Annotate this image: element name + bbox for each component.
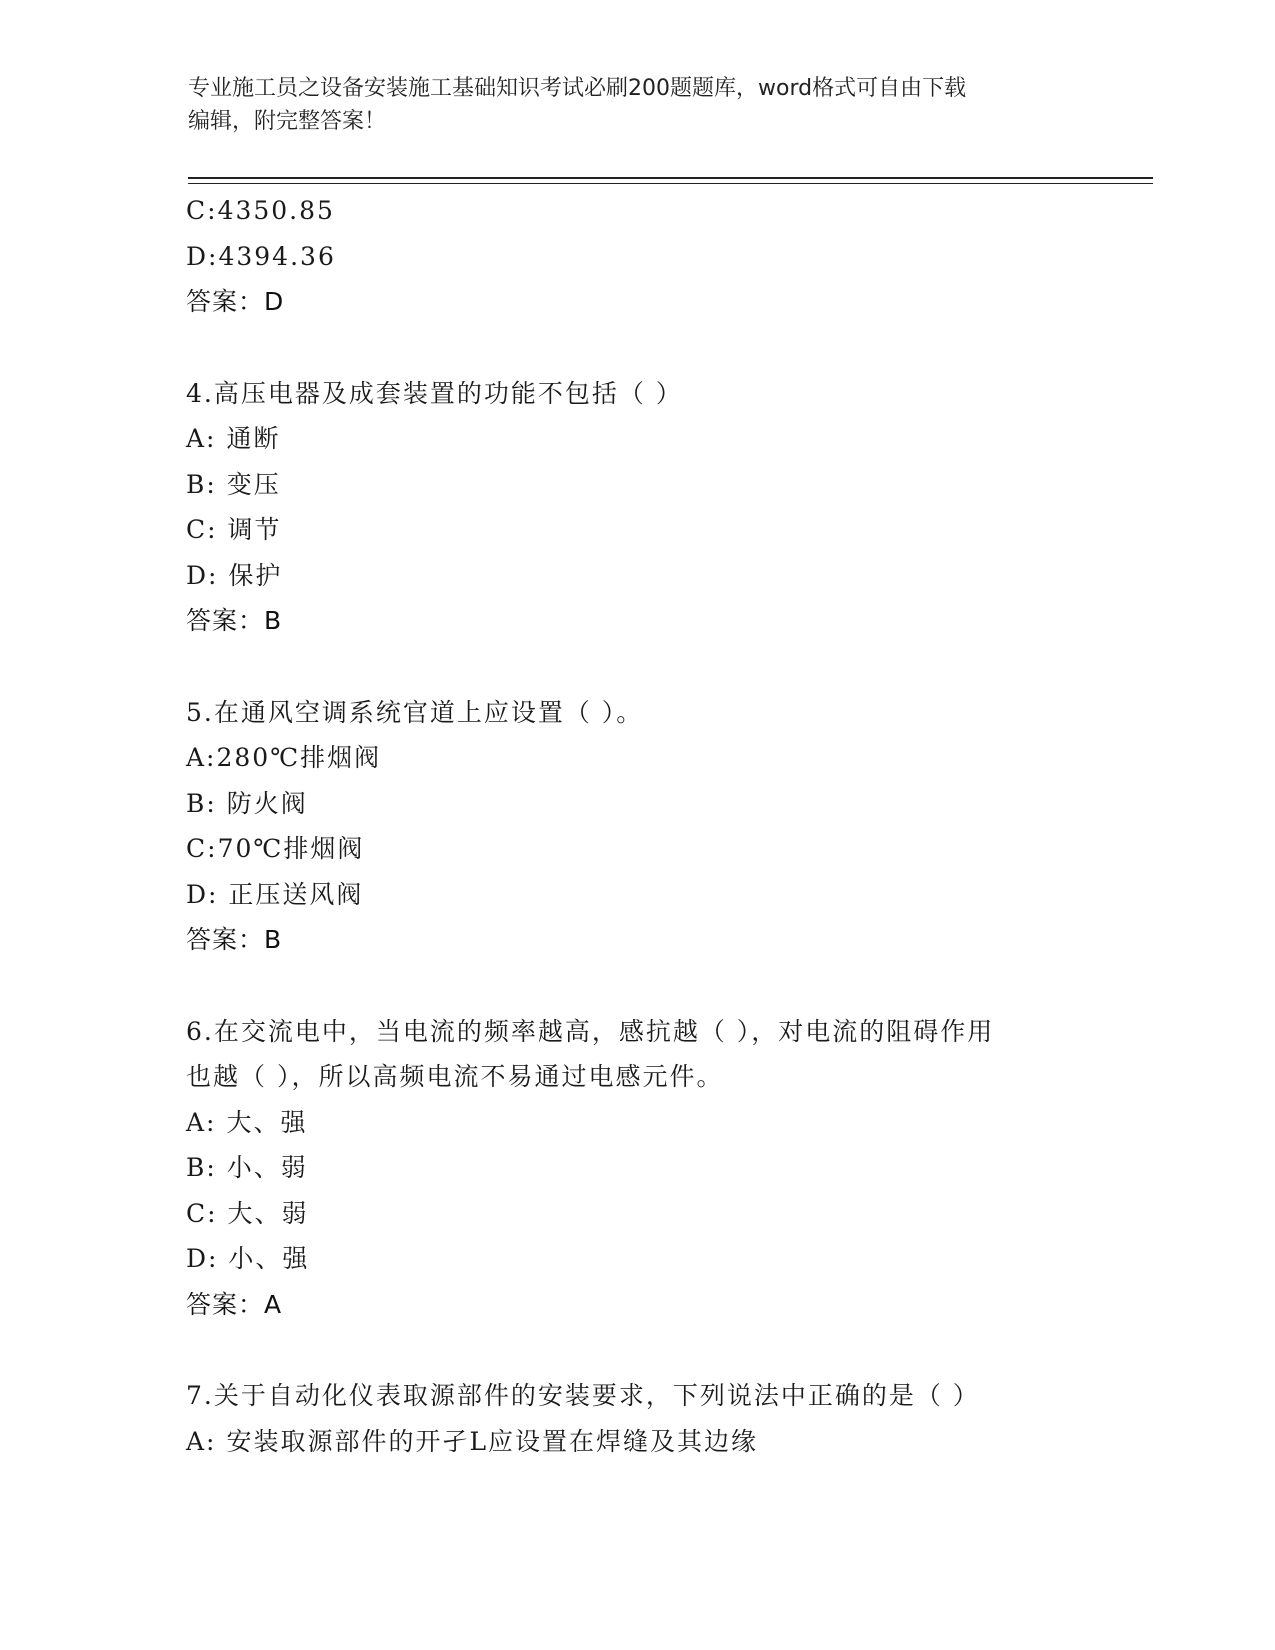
header-title-line-2: 编辑，附完整答案！	[188, 109, 387, 134]
option-label: B:	[186, 469, 217, 499]
option-c	[186, 1191, 1086, 1237]
option-c	[186, 188, 1086, 234]
option-label: B:	[186, 788, 217, 818]
option-a	[186, 1100, 1086, 1146]
option-label: D:	[186, 1244, 219, 1273]
option-label: A:	[186, 424, 217, 453]
document-body	[186, 188, 1086, 1464]
question-7	[186, 1373, 1086, 1464]
question-text: 4.高压电器及成套装置的功能不包括（ ）	[186, 378, 683, 408]
answer-line	[186, 1282, 1086, 1328]
header-rule-thick	[188, 177, 1153, 179]
option-a	[186, 735, 1086, 781]
answer-value: A	[264, 1289, 283, 1319]
question-text-line-1: 6.在交流电中，当电流的频率越高，感抗越（ ），对电流的阻碍作用	[186, 1016, 995, 1046]
option-text: 正压送风阀	[228, 879, 364, 909]
option-d	[186, 1236, 1086, 1282]
option-label: B:	[186, 1153, 217, 1182]
option-label: A:	[186, 1426, 217, 1456]
answer-value: D	[264, 287, 285, 316]
option-b	[186, 781, 1086, 827]
option-d	[186, 553, 1086, 599]
header-rule-thin	[188, 183, 1153, 184]
answer-label: 答案：	[186, 606, 265, 635]
option-text: 大、弱	[227, 1198, 309, 1228]
option-b	[186, 1145, 1086, 1191]
option-label: D:	[186, 241, 219, 271]
option-a	[186, 416, 1086, 462]
option-d	[186, 234, 1086, 280]
header-title-line-1: 专业施工员之设备安装施工基础知识考试必刷200题题库，word格式可自由下载	[188, 76, 967, 101]
option-c	[186, 507, 1086, 553]
option-text: 70℃排烟阀	[217, 834, 365, 863]
option-a	[186, 1419, 1086, 1465]
answer-label: 答案：	[186, 287, 265, 316]
option-text: 通断	[226, 424, 281, 453]
option-text: 小、弱	[226, 1153, 308, 1182]
option-text: 变压	[226, 469, 281, 499]
document-header	[188, 72, 1088, 138]
option-label: C:	[186, 834, 218, 863]
option-text: 4394.36	[218, 241, 336, 271]
question-text: 7.关于自动化仪表取源部件的安装要求，下列说法中正确的是（ ）	[186, 1381, 980, 1410]
option-b	[186, 462, 1086, 508]
answer-line	[186, 917, 1086, 963]
option-text: 280℃排烟阀	[216, 743, 382, 772]
option-label: A:	[186, 1107, 217, 1137]
answer-value: B	[264, 606, 283, 635]
question-text-line-2: 也越（ ），所以高频电流不易通过电感元件。	[186, 1062, 724, 1091]
answer-line	[186, 598, 1086, 644]
option-label: D:	[186, 879, 219, 909]
answer-label: 答案：	[186, 925, 265, 954]
option-text: 保护	[228, 560, 283, 590]
answer-value: B	[264, 925, 283, 954]
option-label: C:	[186, 1198, 218, 1228]
option-label: D:	[186, 560, 219, 590]
option-label: A:	[186, 743, 217, 772]
answer-line	[186, 279, 1086, 325]
option-c	[186, 826, 1086, 872]
option-text: 调节	[227, 515, 282, 544]
option-text: 小、强	[228, 1244, 310, 1273]
option-label: C:	[186, 515, 218, 544]
question-text: 5.在通风空调系统官道上应设置（ ）。	[186, 697, 644, 727]
option-text: 4350.85	[217, 196, 335, 225]
question-5	[186, 690, 1086, 963]
option-text: 安装取源部件的开孑L应设置在焊缝及其边缘	[226, 1426, 759, 1456]
question-4	[186, 371, 1086, 644]
option-d	[186, 872, 1086, 918]
option-text: 大、强	[226, 1107, 308, 1137]
question-3-tail	[186, 188, 1086, 325]
question-6	[186, 1009, 1086, 1328]
option-text: 防火阀	[226, 788, 308, 818]
answer-label: 答案：	[186, 1289, 265, 1319]
option-label: C:	[186, 196, 218, 225]
